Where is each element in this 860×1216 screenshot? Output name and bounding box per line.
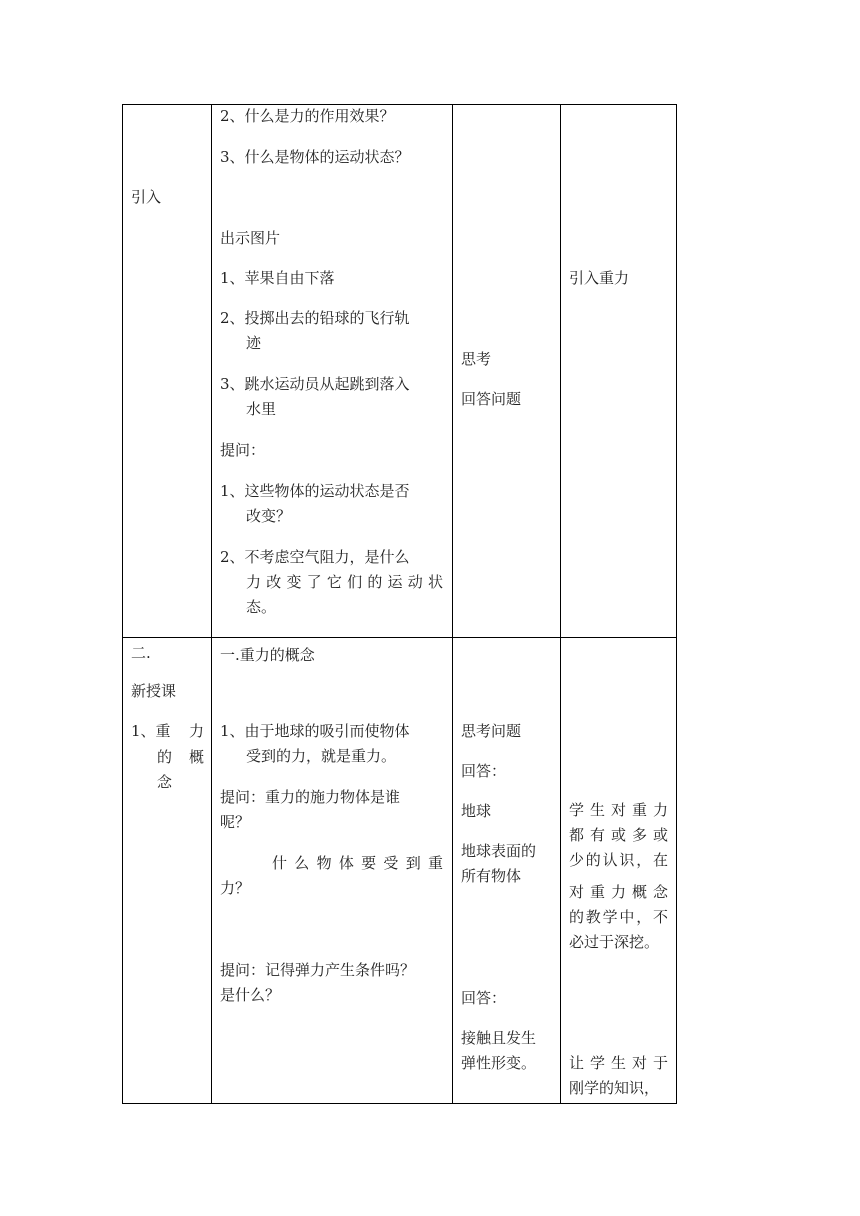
column-divider-2 <box>452 104 453 1104</box>
design-note-1-line1: 学生对重力 <box>569 801 668 819</box>
table-top-border <box>122 104 677 105</box>
question-objects-line1: 什么物体要受到重 <box>272 854 443 872</box>
design-note-1-line2: 都有或多或 <box>569 826 668 844</box>
answer-contact-line2: 弹性形变。 <box>461 1054 537 1072</box>
question-3: 3、什么是物体的运动状态？ <box>220 148 410 166</box>
topic-item-line1-a: 1、重 <box>131 722 171 740</box>
answer-objects-line1: 地球表面的 <box>461 842 537 860</box>
stage-label-intro: 引入 <box>131 188 162 206</box>
question-2: 2、什么是力的作用效果？ <box>220 107 395 125</box>
design-note-1-line6: 必过于深挖。 <box>569 933 660 951</box>
design-note-1-line4: 对重力概念 <box>569 883 668 901</box>
column-divider-3 <box>560 104 561 1104</box>
ask-label: 提问： <box>220 441 266 459</box>
table-left-border <box>122 104 123 1104</box>
show-pictures-label: 出示图片 <box>220 229 281 247</box>
answer-earth: 地球 <box>461 802 492 820</box>
ask-item-1-line1: 1、这些物体的运动状态是否 <box>220 482 410 500</box>
picture-item-3-line2: 水里 <box>246 400 277 418</box>
design-note-1-line3: 少的认识，在 <box>569 851 668 869</box>
answer-contact-line1: 接触且发生 <box>461 1029 537 1047</box>
section-number: 二. <box>131 644 151 662</box>
design-note-1-line5: 的教学中，不 <box>569 908 668 926</box>
question-source-line2: 呢？ <box>220 813 251 831</box>
gravity-definition-line1: 1、由于地球的吸引而使物体 <box>220 722 410 740</box>
topic-item-line2-a: 的 <box>157 748 173 766</box>
question-elastic-line2: 是什么？ <box>220 986 281 1004</box>
topic-item-line2-b: 概 <box>189 748 205 766</box>
column-divider-1 <box>211 104 212 1104</box>
design-note-2-line2: 刚学的知识， <box>569 1079 660 1097</box>
question-source-line1: 提问：重力的施力物体是谁 <box>220 788 401 806</box>
student-activity-think: 思考 <box>461 350 492 368</box>
design-note-2-line1: 让学生对于 <box>569 1054 668 1072</box>
stage-label-new-lesson: 新授课 <box>131 682 177 700</box>
student-answer-label-2: 回答： <box>461 989 507 1007</box>
ask-item-2-line2: 力改变了它们的运动状 <box>246 573 443 591</box>
concept-heading: 一.重力的概念 <box>220 646 315 664</box>
ask-item-1-line2: 改变？ <box>246 507 292 525</box>
topic-item-line1-b: 力 <box>189 722 205 740</box>
student-activity-answer: 回答问题 <box>461 390 522 408</box>
question-elastic-line1: 提问：记得弹力产生条件吗？ <box>220 961 416 979</box>
table-right-border <box>676 104 677 1104</box>
topic-item-line3: 念 <box>157 773 173 791</box>
ask-item-2-line1: 2、不考虑空气阻力，是什么 <box>220 548 410 566</box>
gravity-definition-line2: 受到的力，就是重力。 <box>246 747 397 765</box>
picture-item-1: 1、苹果自由下落 <box>220 269 335 287</box>
question-objects-line2: 力？ <box>220 879 251 897</box>
picture-item-2-line2: 迹 <box>246 334 262 352</box>
student-answer-label: 回答： <box>461 762 507 780</box>
picture-item-2-line1: 2、投掷出去的铅球的飞行轨 <box>220 309 410 327</box>
table-bottom-border <box>122 1103 677 1104</box>
row-divider <box>122 637 677 638</box>
ask-item-2-line3: 态。 <box>246 598 277 616</box>
answer-objects-line2: 所有物体 <box>461 867 522 885</box>
student-think-question: 思考问题 <box>461 722 522 740</box>
design-intent-intro: 引入重力 <box>569 269 630 287</box>
picture-item-3-line1: 3、跳水运动员从起跳到落入 <box>220 375 410 393</box>
